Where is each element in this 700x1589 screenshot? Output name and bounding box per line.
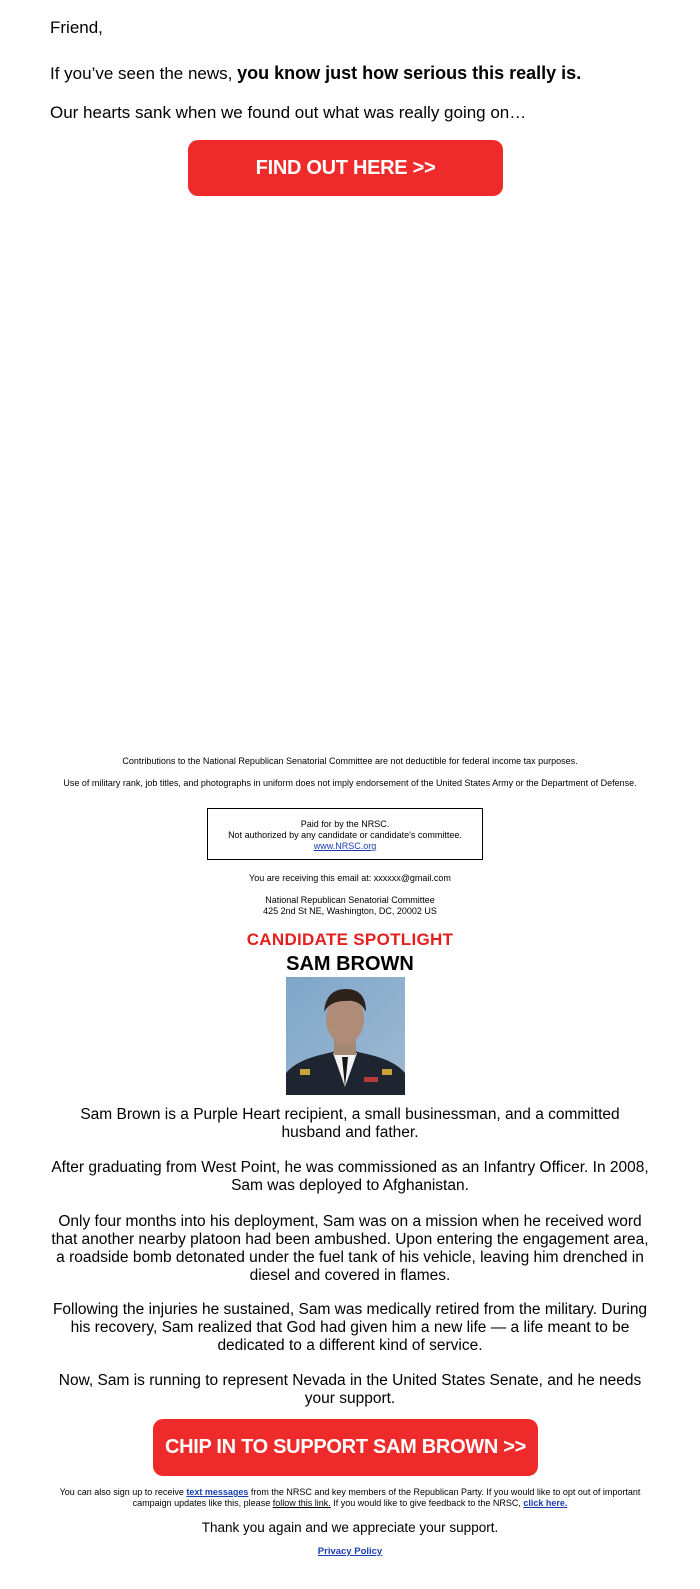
paid-line-2: Not authorized by any candidate or candidate's committee. — [228, 830, 462, 840]
bio-paragraph-4: Following the injuries he sustained, Sam was medically retired from the military. During his recovery, Sam realized that God had given him a new life — a life meant to be dedicated to a different kind of service. — [52, 1301, 648, 1354]
thank-you-line: Thank you again and we appreciate your support. — [201, 1520, 499, 1535]
follow-this-link[interactable]: follow this link. — [272, 1498, 331, 1508]
org-address-block — [48, 895, 652, 917]
receiving-email-line — [48, 873, 652, 884]
feedback-link[interactable]: click here. — [523, 1498, 568, 1508]
sms-part-1: You can also sign up to receive — [59, 1487, 187, 1497]
bio-paragraph-5: Now, Sam is running to represent Nevada in the United States Senate, and he needs your support. — [58, 1372, 642, 1407]
candidate-photo — [286, 977, 405, 1095]
privacy-policy-link[interactable]: Privacy Policy — [317, 1546, 383, 1557]
greeting: Friend, — [50, 18, 103, 37]
org-address: 425 2nd St NE, Washington, DC, 20002 US — [263, 906, 437, 916]
paid-line-1: Paid for by the NRSC. — [300, 819, 390, 829]
sms-optout-text — [50, 1487, 650, 1509]
news-paragraph — [50, 62, 650, 85]
chip-in-button[interactable]: CHIP IN TO SUPPORT SAM BROWN >> — [153, 1419, 538, 1476]
paid-for-box — [207, 808, 483, 860]
candidate-name: SAM BROWN — [286, 953, 414, 975]
text-messages-link[interactable]: text messages — [186, 1487, 249, 1497]
tax-disclaimer: Contributions to the National Republican Senatorial Committee are not deductible for federal income tax purposes. — [122, 756, 578, 766]
sms-part-2: from the NRSC and key members of the Republican Party. If you would like to opt out of important campaign updates like this, please — [132, 1487, 641, 1508]
bio-paragraph-3: Only four months into his deployment, Sam was on a mission when he received word that another nearby platoon had been ambushed. Upon entering the engagement area, a roadside bomb detonated under the fuel tank of his vehicle, leaving him drenched in diesel and covered in flames. — [51, 1213, 649, 1284]
find-out-button[interactable]: FIND OUT HERE >> — [188, 140, 503, 196]
news-bold: you know just how serious this really is. — [237, 63, 582, 83]
sms-part-3: If you would like to give feedback to the NRSC, — [330, 1498, 524, 1508]
receiving-label: You are receiving this email at: — [249, 873, 374, 883]
org-name: National Republican Senatorial Committee — [265, 895, 435, 905]
bio-paragraph-1: Sam Brown is a Purple Heart recipient, a small businessman, and a committed husband and father. — [80, 1106, 620, 1141]
bio-paragraph-2: After graduating from West Point, he was commissioned as an Infantry Officer. In 2008, Sam was deployed to Afghanistan. — [51, 1159, 649, 1194]
hearts-paragraph: Our hearts sank when we found out what was really going on… — [50, 103, 527, 122]
military-disclaimer: Use of military rank, job titles, and photographs in uniform does not imply endorsement of the United States Army or the Department of Defense. — [63, 778, 637, 788]
recipient-email: xxxxxx@gmail.com — [373, 873, 451, 883]
spotlight-heading: CANDIDATE SPOTLIGHT — [246, 930, 454, 949]
nrsc-website-link[interactable]: www.NRSC.org — [313, 841, 377, 851]
news-lead: If you’ve seen the news, — [50, 64, 238, 83]
